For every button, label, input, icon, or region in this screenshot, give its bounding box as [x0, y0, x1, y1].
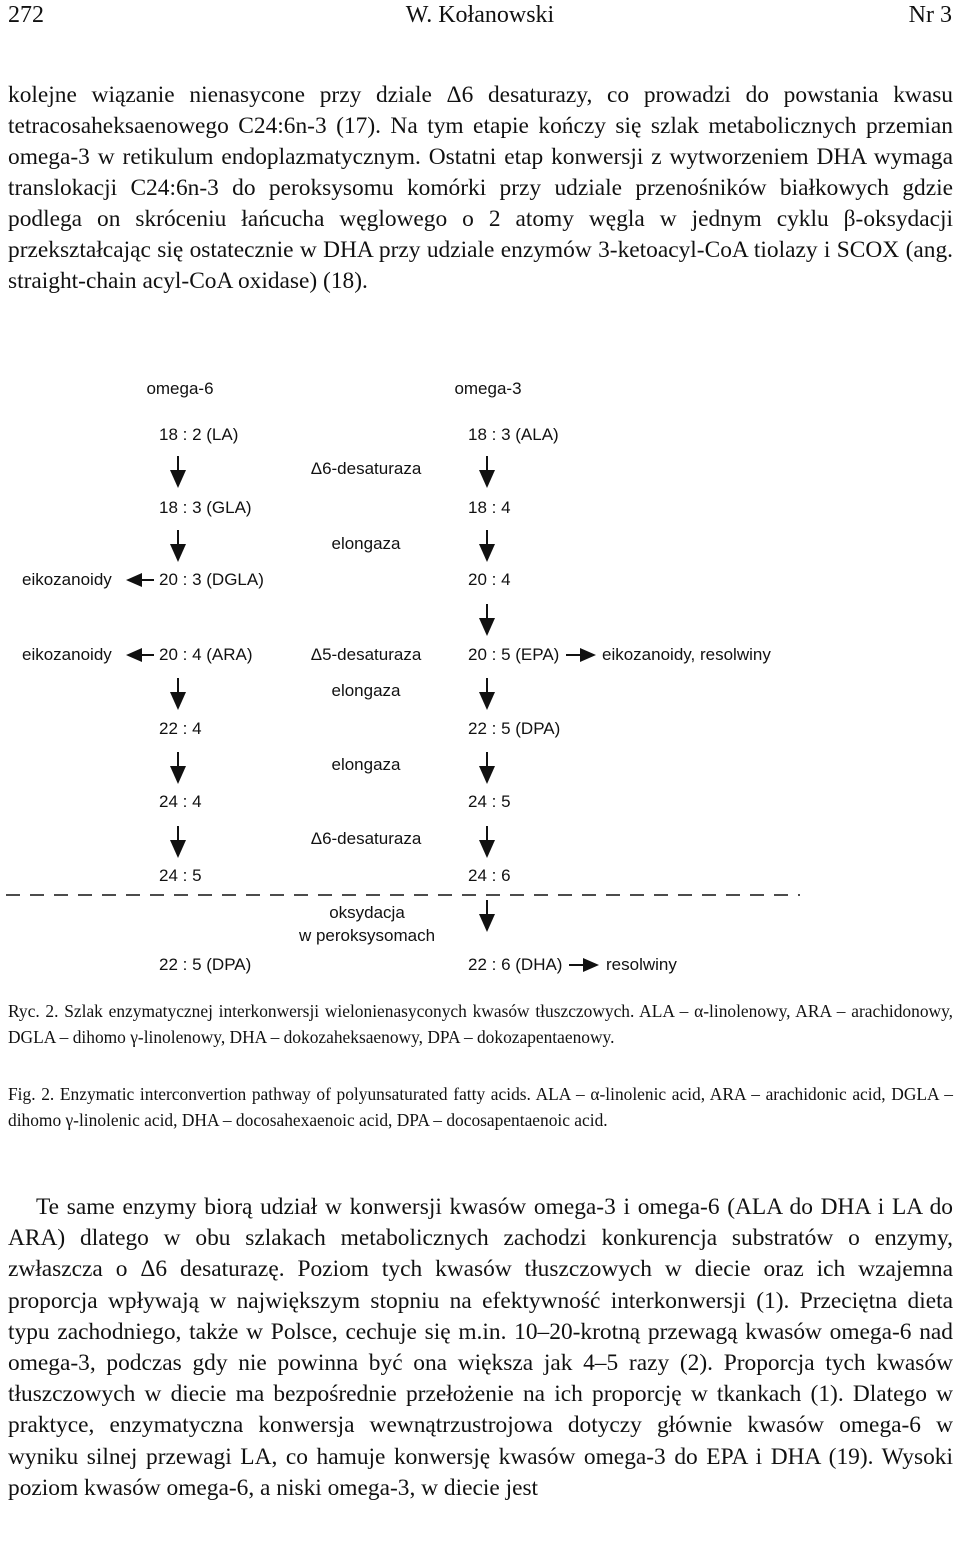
- enzyme-d5-desaturase: Δ5-desaturaza: [310, 645, 422, 664]
- enzyme-elongase-3: elongaza: [331, 755, 401, 774]
- product-resolvins: resolwiny: [606, 955, 677, 974]
- fa-24-5: 24 : 5: [159, 866, 202, 885]
- arrow-left-5: [170, 826, 186, 858]
- arrow-to-eicosanoids-2: [126, 648, 154, 662]
- enzyme-oxidation-line2: w peroksysomach: [298, 926, 436, 945]
- product-eicosanoids-1: eikozanoidy: [22, 570, 112, 589]
- fa-dpa-omega3: 22 : 5 (DPA): [468, 719, 561, 738]
- page-header: [8, 2, 952, 32]
- omega3-header: omega-3: [454, 379, 522, 398]
- fa-dpa-omega6: 22 : 5 (DPA): [159, 955, 252, 974]
- arrow-left-3: [170, 678, 186, 710]
- body-paragraph-1: kolejne wiązanie nienasycone przy dziale Δ6 desaturazy, co prowadzi do powstania kwasu tetracosaheksaenowego C24:6n-3 (17). Na tym etapie kończy się szlak metabolicznych przemian omega-3 w retikulum endoplazmatycznym. Ostatni etap konwersji z wytworzeniem DHA wymaga translokacji C24:6n-3 do peroksysomu komórki przy udziale przenośników białkowych gdzie podlega on skróceniu łańcucha węglowego o 2 atomy węgla w jednym cyklu β-oksydacji przekształcając się ostatecznie w DHA przy udziale enzymów 3-ketoacyl-CoA tiolazy i SCOX (ang. straight-chain acyl-CoA oxidase) (18).: [8, 82, 953, 294]
- enzyme-elongase-2: elongaza: [331, 681, 401, 700]
- fa-18-4: 18 : 4: [468, 498, 511, 517]
- arrow-left-2: [170, 530, 186, 562]
- enzyme-elongase-1: elongaza: [331, 534, 401, 553]
- arrow-right-7: [479, 900, 495, 932]
- figure-caption-english: Fig. 2. Enzymatic interconvertion pathway of polyunsaturated fatty acids. ALA – α-linolenic acid, ARA – arachidonic acid, DGLA – dihomo γ-linolenic acid, DHA – docosahexaenoic acid, DPA – docosapentaenoic acid.: [8, 1084, 953, 1130]
- arrow-epa-products: [566, 648, 596, 662]
- omega6-header: omega-6: [146, 379, 214, 398]
- fa-dha: 22 : 6 (DHA): [468, 955, 563, 974]
- fa-ala: 18 : 3 (ALA): [468, 425, 559, 444]
- figure-caption-polish: Ryc. 2. Szlak enzymatycznej interkonwersji wielonienasyconych kwasów tłuszczowych. ALA – α-linolenowy, ARA – arachidonowy, DGLA – dihomo γ-linolenowy, DHA – dokozaheksaenowy, DPA – dokozapentaenowy.: [8, 1001, 953, 1047]
- product-eicosanoids-2: eikozanoidy: [22, 645, 112, 664]
- arrow-left-1: [170, 456, 186, 488]
- fa-24-6: 24 : 6: [468, 866, 511, 885]
- fa-epa: 20 : 5 (EPA): [468, 645, 560, 664]
- fa-la: 18 : 2 (LA): [159, 425, 239, 444]
- arrow-dha-products: [569, 958, 599, 972]
- arrow-right-2: [479, 530, 495, 562]
- arrow-right-4: [479, 678, 495, 710]
- arrow-left-4: [170, 752, 186, 784]
- page-number: 272: [8, 2, 44, 28]
- enzyme-d6-desaturase-1: Δ6-desaturaza: [310, 459, 422, 478]
- body-paragraph-2: Te same enzymy biorą udział w konwersji kwasów omega-3 i omega-6 (ALA do DHA i LA do ARA) dlatego w obu szlakach metabolicznych zachodzi konkurencja substratów o enzymy, zwłaszcza o Δ6 desaturazę. Poziom tych kwasów tłuszczowych w diecie oraz ich wzajemna proporcja wpływają w największym stopniu na efektywność interkonwersji (1). Przeciętna dieta typu zachodniego, także w Polsce, cechuje się m.in. 10–20-krotną przewagą kwasów omega-6 nad omega-3, podczas gdy nie powinna być ona większa jak 4–5 razy (2). Proporcja tych kwasów tłuszczowych w diecie ma bezpośrednie przełożenie na ich proporcję w tkankach (1). Dlatego w praktyce, enzymatyczna konwersja wewnątrzustrojowa dotyczy głównie kwasów omega-6 w wyniku silnej przewagi LA, co hamuje konwersję kwasów omega-3 do EPA i DHA (19). Wysoki poziom kwasów omega-6, a niski omega-3, w diecie jest: [8, 1194, 953, 1501]
- enzyme-d6-desaturase-2: Δ6-desaturaza: [310, 829, 422, 848]
- fa-24-4: 24 : 4: [159, 792, 202, 811]
- running-author: W. Kołanowski: [405, 2, 555, 28]
- pufa-pathway-diagram: [0, 370, 960, 980]
- fa-gla: 18 : 3 (GLA): [159, 498, 252, 517]
- product-eicosanoids-resolvins: eikozanoidy, resolwiny: [602, 645, 771, 664]
- arrow-to-eicosanoids-1: [126, 573, 154, 587]
- arrow-right-6: [479, 826, 495, 858]
- arrow-right-3: [479, 604, 495, 636]
- delta-symbol: Δ: [310, 459, 323, 478]
- fa-24-5-omega3: 24 : 5: [468, 792, 511, 811]
- fa-ara: 20 : 4 (ARA): [159, 645, 253, 664]
- enzyme-oxidation-line1: oksydacja: [329, 903, 405, 922]
- delta-symbol: Δ: [310, 645, 323, 664]
- fa-22-4: 22 : 4: [159, 719, 202, 738]
- diagram-arrows: [0, 370, 960, 980]
- arrow-right-5: [479, 752, 495, 784]
- journal-issue: Nr 3: [908, 2, 952, 28]
- fa-20-4: 20 : 4: [468, 570, 511, 589]
- fa-dgla: 20 : 3 (DGLA): [159, 570, 264, 589]
- delta-symbol: Δ: [310, 829, 323, 848]
- arrow-right-1: [479, 456, 495, 488]
